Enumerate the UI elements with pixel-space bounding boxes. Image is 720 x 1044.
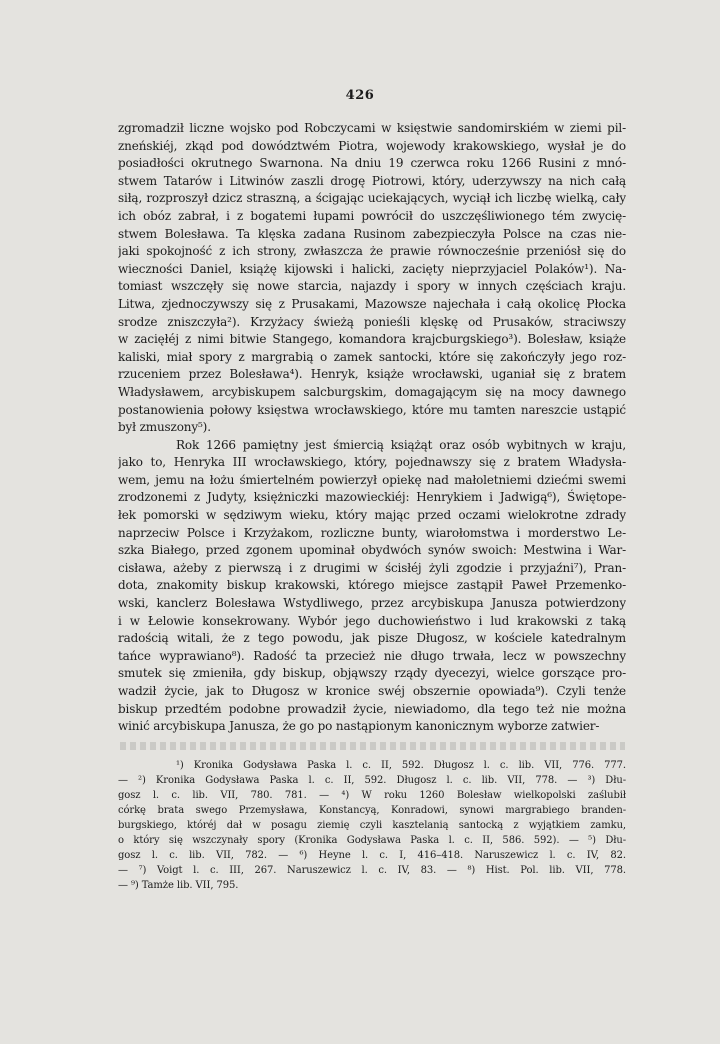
text-line: Rok 1266 pamiętny jest śmiercią książąt oraz osób wybitnych w kraju, [176,437,626,452]
footnotes [118,758,626,893]
gathering-mark [200,904,204,917]
footnote-line: gosz l. c. lib. VII, 780. 781. — ⁴) W roku 1260 Bolesław wielkopolski zaślubił [118,790,626,801]
footnote-line: — ⁷) Voigt l. c. III, 267. Naruszewicz l. c. IV, 83. — ⁸) Hist. Pol. lib. VII, 778. [118,865,626,876]
text-line: jaki spokojność z ich strony, zwłaszcza że prawie równocześnie przeniósł się do [118,244,626,259]
text-line: srodze zniszczyła²). Krzyżacy świeżą ponieśli klęskę od Prusaków, straciwszy [118,314,626,329]
text-line: posiadłości okrutnego Swarnona. Na dniu 19 czerwca roku 1266 Rusini z mnó- [118,156,626,171]
text-line: w zacięłéj z nimi bitwie Stangego, komandora krajcburgskiego³). Bolesław, książe [118,332,626,347]
footnote-line: gosz l. c. lib. VII, 782. — ⁶) Heyne l. c. I, 416–418. Naruszewicz l. c. IV, 82. [118,850,626,861]
text-line: Litwa, zjednoczywszy się z Prusakami, Mazowsze najechała i całą okolicę Płocka [118,296,626,311]
text-line: Władysławem, arcybiskupem salcburgskim, domagającym się na mocy dawnego [118,384,626,399]
text-line: kaliski, miał spory z margrabią o zamek santocki, które się zakończyły jego roz- [118,349,626,364]
footnote-line: — ²) Kronika Godysława Paska l. c. II, 592. Długosz l. c. lib. VII, 778. — ³) Dłu- [118,775,626,786]
page-number: 426 [345,88,375,103]
text-line: zrodzonemi z Judyty, księżniczki mazowieckiéj: Henrykiem i Jadwigą⁶), Świętope- [118,490,626,505]
text-line: szka Białego, przed zgonem upominał obydwóch synów swoich: Mestwina i War- [118,543,626,558]
text-line: smutek się zmieniła, gdy biskup, objąwszy rządy dyecezyi, wielce gorszące pro- [118,666,626,681]
text-line: naprzeciw Polsce i Krzyżakom, rozliczne bunty, wiarołomstwa i morderstwo Le- [118,525,626,540]
text-line: siłą, rozproszył dzicz straszną, a ścigając uciekających, wyciął ich liczbę wielką, cały [118,191,626,206]
footnote-line: burgskiego, któréj dał w posagu ziemię czyli kasztelanią santocką z wyjątkiem zamku, [118,820,626,831]
text-line: stwem Tatarów i Litwinów zaszli drogę Piotrowi, który, uderzywszy na nich całą [118,173,626,188]
text-line: ich obóz zabrał, i z bogatemi łupami powrócił do uszczęśliwionego tém zwycię- [118,208,626,223]
text-line: stwem Bolesława. Ta klęska zadana Rusinom zabezpieczyła Polsce na czas nie- [118,226,626,241]
text-line: dota, znakomity biskup krakowski, którego miejsce zastąpił Paweł Przemenko- [118,578,626,593]
text-line: łek pomorski w sędziwym wieku, który mając przed oczami wielokrotne zdrady [118,508,626,523]
text-line: biskup przedtém podobne prowadził życie, niewiadomo, dla tego też nie można [118,701,626,716]
text-line: wem, jemu na łożu śmiertelném powierzył opiekę nad małoletniemi dziećmi swemi [118,472,626,487]
footnote-line: o który się wszczynały spory (Kronika Godysława Paska l. c. II, 586. 592). — ⁵) Dłu- [118,835,626,846]
text-line: tomiast wszczęły się nowe starcia, najazdy i spory w innych częściach kraju. [118,279,626,294]
footnote-line: — ⁹) Tamże lib. VII, 795. [118,880,239,891]
text-line: był zmuszony⁵). [118,420,211,435]
text-line: wieczności Daniel, książę kijowski i halicki, zacięty nieprzyjaciel Polaków¹). Na- [118,261,626,276]
text-line: wski, kanclerz Bolesława Wstydliwego, przez arcybiskupa Janusza potwierdzony [118,596,626,611]
footnote-line: ¹) Kronika Godysława Paska l. c. II, 592. Długosz l. c. lib. VII, 776. 777. [176,760,626,771]
text-line: tańce wyprawiano⁸). Radość ta przecież nie długo trwała, lecz w powszechny [118,648,626,663]
text-line: winić arcybiskupa Janusza, że go po nastąpionym kanonicznym wyborze zatwier- [118,719,600,734]
footnote-line: córkę brata swego Przemysława, Konstancyą, Konradowi, synowi margrabiego branden- [118,805,626,816]
text-line: wadził życie, jak to Długosz w kronice swéj obszernie opowiada⁹). Czyli tenże [118,684,626,698]
text-line: jako to, Henryka III wrocławskiego, który, pojednawszy się z bratem Władysła- [118,455,626,470]
text-line: zneńskiéj, zkąd pod dowództwém Piotra, wojewody krakowskiego, wysłał je do [118,138,626,153]
text-line: postanowienia połowy księstwa wrocławskiego, które mu tamten nareszcie ustąpić [118,402,626,417]
text-line: radością witali, że z tego powodu, jak pisze Długosz, w kościele katedralnym [118,631,626,646]
text-line: i w Łelowie konsekrowany. Wybór jego duchowieństwo i lud krakowski z taką [118,613,626,628]
bleed-through-text [120,742,625,750]
body-text [118,120,626,736]
text-line: zgromadził liczne wojsko pod Robczycami w księstwie sandomirskiém w ziemi pil- [118,121,626,135]
text-line: cisława, ażeby z pierwszą i z drugimi w ścisłéj żyli zgodzie i przyjaźni⁷), Pran- [118,560,626,575]
text-line: rzuceniem przez Bolesława⁴). Henryk, książe wrocławski, uganiał się z bratem [118,367,626,382]
